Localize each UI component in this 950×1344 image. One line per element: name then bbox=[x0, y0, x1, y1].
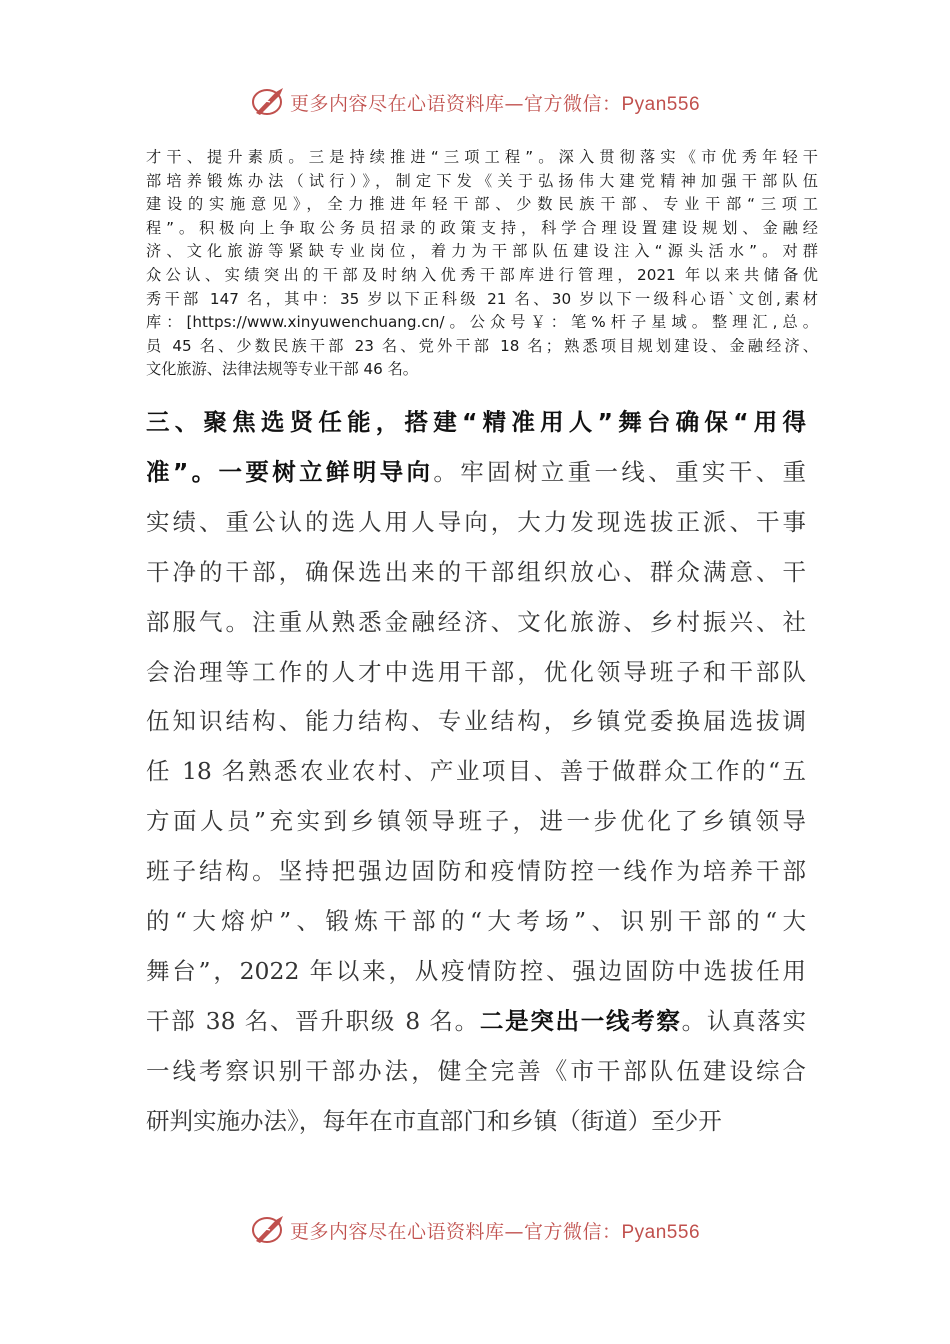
line-text: 部服气。注重从熟悉金融经济、文化旅游、乡村振兴、社 bbox=[146, 607, 806, 636]
main-paragraph-line bbox=[146, 847, 806, 897]
small-paragraph-line: 员 45 名、少数民族干部 23 名、党外干部 18 名；熟悉项目规划建设、金融经济、 bbox=[146, 336, 818, 355]
small-paragraph bbox=[146, 146, 818, 382]
bold-heading-text: 准”。一要树立鲜明导向 bbox=[146, 457, 434, 486]
bold-heading-text: 三、聚焦选贤任能，搭建“精准用人”舞台确保“用得 bbox=[146, 408, 806, 436]
line-text: 实绩、重公认的选人用人导向，大力发现选拔正派、干事 bbox=[146, 507, 806, 536]
header-banner[interactable] bbox=[0, 82, 950, 122]
line-text: 的“大熔炉”、锻炼干部的“大考场”、识别干部的“大 bbox=[146, 907, 806, 936]
main-paragraph-line bbox=[146, 947, 806, 997]
wechat-id: Pyan556 bbox=[621, 93, 701, 115]
banner-text: 更多内容尽在心语资料库—官方微信：Pyan556 bbox=[289, 92, 701, 115]
line-text: 会治理等工作的人才中选用干部，优化领导班子和干部队 bbox=[146, 657, 806, 686]
small-paragraph-line: 库：[https://www.xinyuwenchuang.cn/。公众号￥：笔%杆子星域。整理汇,总。 bbox=[146, 313, 818, 332]
small-paragraph-line: 文化旅游、法律法规等专业干部 46 名。 bbox=[146, 360, 418, 379]
footer-banner[interactable] bbox=[0, 1210, 950, 1250]
main-paragraph-line bbox=[146, 448, 806, 498]
small-paragraph-line: 秀干部 147 名，其中：35 岁以下正科级 21 名、30 岁以下一级科心语`文创,素材 bbox=[146, 289, 818, 308]
quill-pen-icon bbox=[250, 86, 286, 118]
small-paragraph-line: 部培养锻炼办法（试行）》，制定下发《关于弘扬伟大建党精神加强干部队伍 bbox=[146, 171, 818, 190]
main-paragraph-line bbox=[146, 1047, 806, 1097]
banner-text: 更多内容尽在心语资料库—官方微信：Pyan556 bbox=[289, 1220, 701, 1243]
small-paragraph-line: 众公认、实绩突出的干部及时纳入优秀干部库进行管理，2021 年以来共储备优 bbox=[146, 265, 818, 284]
line-text: 一线考察识别干部办法，健全完善《市干部队伍建设综合 bbox=[146, 1056, 806, 1085]
main-paragraph-line bbox=[146, 548, 806, 598]
line-text: 。牢固树立重一线、重实干、重 bbox=[433, 457, 807, 486]
main-paragraph-line bbox=[146, 1097, 806, 1147]
bold-heading-text: 二是突出一线考察 bbox=[479, 1006, 682, 1035]
small-paragraph-line: 建设的实施意见》，全力推进年轻干部、少数民族干部、专业干部“三项工 bbox=[146, 195, 818, 214]
main-paragraph-line bbox=[146, 648, 806, 698]
main-paragraph-line bbox=[146, 997, 806, 1047]
wechat-id: Pyan556 bbox=[621, 1221, 701, 1243]
line-text: 干部 38 名、晋升职级 8 名。 bbox=[146, 1006, 480, 1035]
main-paragraph bbox=[146, 398, 806, 1147]
quill-pen-icon bbox=[250, 1214, 286, 1246]
main-paragraph-line bbox=[146, 598, 806, 648]
main-paragraph-line bbox=[146, 498, 806, 548]
line-text: 研判实施办法》，每年在市直部门和乡镇（街道）至少开 bbox=[146, 1106, 722, 1135]
main-paragraph-line bbox=[146, 398, 806, 448]
small-paragraph-line: 济、文化旅游等紧缺专业岗位，着力为干部队伍建设注入“源头活水”。对群 bbox=[146, 242, 818, 261]
line-text: 干净的干部，确保选出来的干部组织放心、群众满意、干 bbox=[146, 557, 806, 586]
line-text: 伍知识结构、能力结构、专业结构，乡镇党委换届选拔调 bbox=[146, 707, 806, 736]
main-paragraph-line bbox=[146, 797, 806, 847]
small-paragraph-line: 才干、提升素质。三是持续推进“三项工程”。深入贯彻落实《市优秀年轻干 bbox=[146, 148, 818, 166]
line-text: 舞台”，2022 年以来，从疫情防控、强边固防中选拔任用 bbox=[146, 956, 806, 985]
main-paragraph-line bbox=[146, 897, 806, 947]
main-paragraph-line bbox=[146, 747, 806, 797]
line-text: 任 18 名熟悉农业农村、产业项目、善于做群众工作的“五 bbox=[146, 757, 806, 786]
line-text: 班子结构。坚持把强边固防和疫情防控一线作为培养干部 bbox=[146, 857, 806, 886]
line-text: 。认真落实 bbox=[681, 1006, 807, 1035]
small-paragraph-line: 程”。积极向上争取公务员招录的政策支持，科学合理设置建设规划、金融经 bbox=[146, 218, 818, 237]
line-text: 方面人员”充实到乡镇领导班子，进一步优化了乡镇领导 bbox=[146, 807, 806, 836]
main-paragraph-line bbox=[146, 697, 806, 747]
